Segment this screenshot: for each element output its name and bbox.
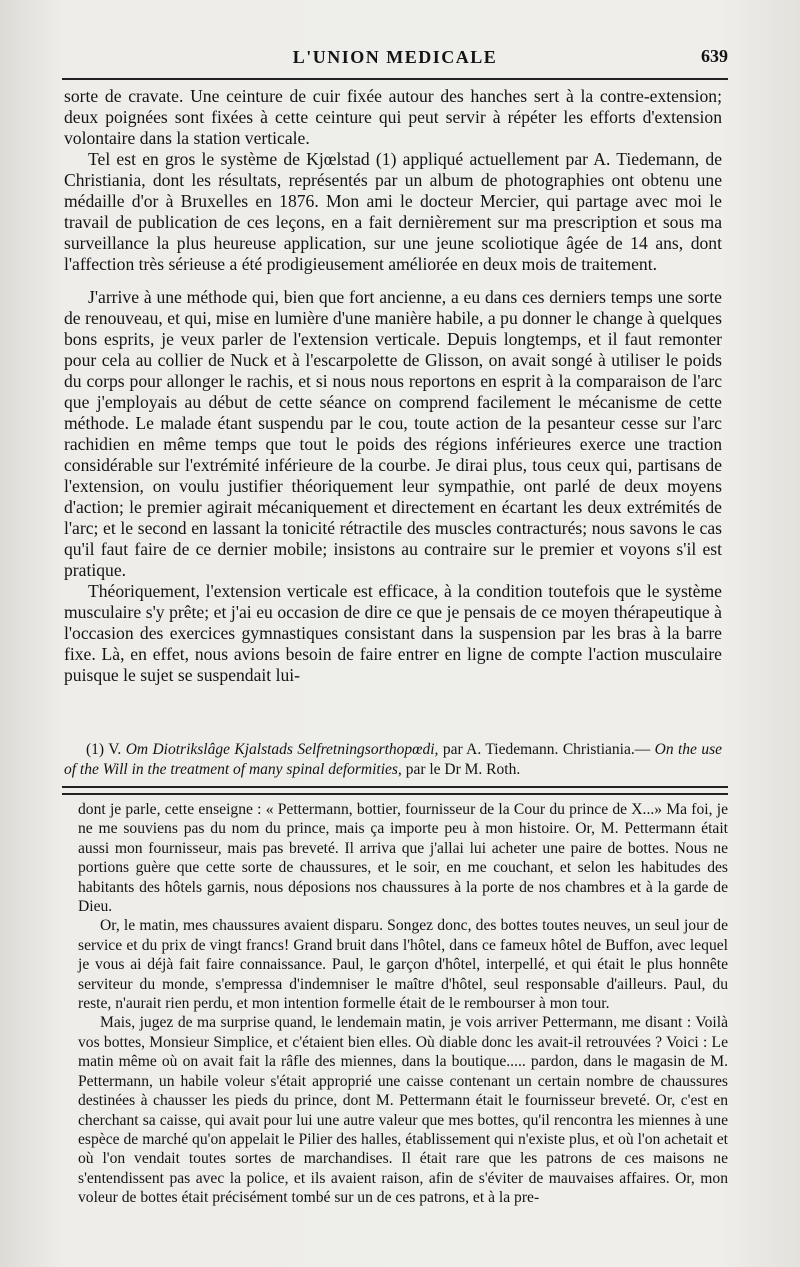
feuilleton-separator [62, 786, 728, 795]
footnote-marker: (1) V. [86, 741, 122, 758]
footnote-text: par A. Tiedemann. Christiania.— [442, 741, 651, 758]
main-text [64, 86, 722, 686]
footnote [64, 740, 722, 780]
feuilleton-paragraph: dont je parle, cette enseigne : « Pettermann, bottier, fournisseur de la Cour du prince de X...» Ma foi, je ne me souviens pas du nom du prince, mais ça importe peu à mon histoire. Or, M. Pettermann était aussi mon fournisseur, mais pas breveté. Il arriva que j'allai lui acheter une paire de bottes. Nous ne portions guère que cette sorte de chaussures, et le soir, en me couchant, et selon les habitudes des habitants des hôtels garnis, nous déposions nos chaussures à la porte de nos chambres et à la garde de Dieu. [78, 801, 728, 916]
footnote-title-2: On the use of the Will in the treatment of many spinal deformities, [64, 741, 722, 778]
journal-title: L'UNION MEDICALE [292, 46, 498, 67]
paragraph: Théoriquement, l'extension verticale est efficace, à la condition toutefois que le système musculaire s'y prête; et j'ai eu occasion de dire ce que je pensais de ce moyen thérapeutique à l'occasion des exercices gymnastiques consistant dans la suspension par les bras à la barre fixe. Là, en effet, nous avions besoin de faire entrer en ligne de compte l'action musculaire puisque le sujet se suspendait lui- [64, 581, 722, 685]
feuilleton-paragraph: Mais, jugez de ma surprise quand, le lendemain matin, je vois arriver Pettermann, me disant : Voilà vos bottes, Monsieur Simplice, et c'étaient bien elles. Où diable donc les avait-il retrouvées ? Voici : Le matin même où on avait fait la râfle des miennes, dans la boutique..... pardon, dans le magasin de M. Pettermann, un habile voleur s'était approprié une caisse contenant un certain nombre de chaussures destinées à chausser les pieds du prince, dont M. Pettermann était le fournisseur breveté. Or, c'est en cherchant sa caisse, qui avait pour lui une autre valeur que mes bottes, qu'il rencontra les miennes à une espèce de marché qu'on appelait le Pilier des halles, établissement qui n'existe plus, et où l'on achetait et où l'on vendait toutes sortes de marchandises. Il était rare que les patrons de ces maisons ne s'entendissent pas avec la police, et ils avaient raison, afin de s'éviter de mauvaises affaires. Or, mon voleur de bottes était précisément tombé sur un de ces patrons, et à la pre- [78, 1014, 728, 1207]
footnote-text-2: par le Dr M. Roth. [405, 761, 521, 778]
paragraph: sorte de cravate. Une ceinture de cuir fixée autour des hanches sert à la contre-extension; deux poignées sont fixées à cette ceinture qui peut servir à répéter les efforts d'extension volontaire dans la station verticale. [64, 86, 722, 148]
paragraph: J'arrive à une méthode qui, bien que fort ancienne, a eu dans ces derniers temps une sorte de renouveau, et qui, mise en lumière d'une manière habile, a pu donner le change à quelques bons esprits, je veux parler de l'extension verticale. Depuis longtemps, et il faut remonter pour cela au collier de Nuck et à l'escarpolette de Glisson, on avait songé à utiliser le poids du corps pour allonger le rachis, et si nous nous reportons en esprit à la comparaison de l'arc que j'employais au début de cette séance on comprend facilement le mécanisme de cette méthode. Le malade étant suspendu par le cou, toute action de la pesanteur cesse sur l'arc rachidien en même temps que tout le poids des régions inférieures exerce une traction considérable sur l'extrémité inférieure de la courbe. Je dirai plus, tous ceux qui, partisans de l'extension, on voulu justifier théoriquement leur sympathie, ont parlé de deux moyens d'action; le premier agirait mécaniquement et directement en écartant les deux extrémités de l'arc; et le second en lassant la tonicité rétractile des muscles contracturés; nous savons le cas qu'il faut faire de ce dernier mobile; insistons au contraire sur le premier et voyons s'il est pratique. [64, 287, 722, 580]
paragraph: Tel est en gros le système de Kjœlstad (1) appliqué actuellement par A. Tiedemann, de Christiania, dont les résultats, représentés par un album de photographies ont obtenu une médaille d'or à Bruxelles en 1876. Mon ami le docteur Mercier, qui partage avec moi le travail de publication de ces leçons, en a fait dernièrement sur ma prescription et sous ma surveillance la plus heureuse application, sur une jeune scoliotique âgée de 14 ans, dont l'affection très sérieuse a été prodigieusement améliorée en deux mois de traitement. [64, 149, 722, 274]
header-rule [62, 78, 728, 80]
feuilleton-paragraph: Or, le matin, mes chaussures avaient disparu. Songez donc, des bottes toutes neuves, un seul jour de service et du prix de vingt francs! Grand bruit dans l'hôtel, dans ce fameux hôtel de Buffon, avec lequel je vous ai déjà fait faire connaissance. Paul, le garçon d'hôtel, interpellé, et qui était le plus honnête serviteur du monde, s'empressa d'indemniser le maître d'hôtel, seul responsable d'ailleurs. Paul, du reste, n'aurait rien perdu, et mon intention formelle était de le rembourser à mon tour. [78, 917, 728, 1013]
feuilleton-text [78, 800, 728, 1208]
footnote-title: Om Diotrikslâge Kjalstads Selfretningsorthopœdi, [125, 741, 439, 758]
page-number: 639 [701, 46, 728, 66]
page-header [62, 40, 728, 74]
